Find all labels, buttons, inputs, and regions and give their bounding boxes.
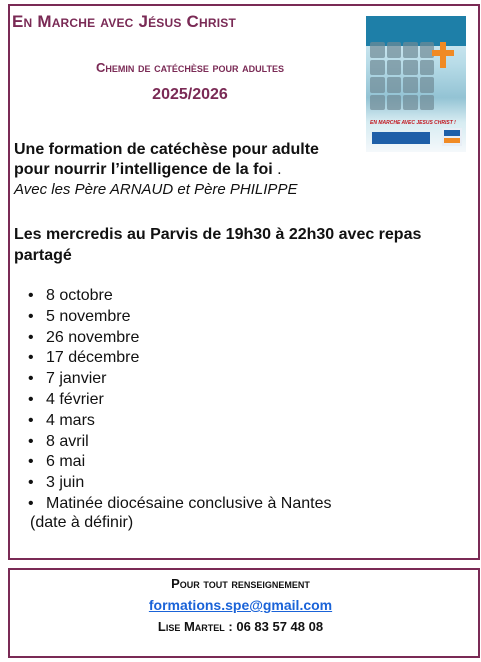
- contact-heading: Pour tout renseignement: [171, 576, 310, 591]
- diocese-logo-icon: [442, 128, 462, 146]
- cover-text-band: [372, 132, 430, 144]
- school-year: 2025/2026: [152, 86, 228, 103]
- intro-line-2: pour nourrir l’intelligence de la foi: [14, 161, 273, 178]
- list-item: • 8 octobre: [28, 286, 332, 307]
- priests-line: Avec les Père ARNAUD et Père PHILIPPE: [14, 181, 298, 198]
- list-item: • Matinée diocésaine conclusive à Nantes: [28, 494, 332, 515]
- page-title: En Marche avec Jésus Christ: [12, 12, 236, 31]
- dates-list: [28, 286, 332, 515]
- contact-email-link[interactable]: formations.spe@gmail.com: [148, 597, 333, 613]
- list-item: • 3 juin: [28, 473, 332, 494]
- book-cover-image: [366, 16, 466, 152]
- list-item: • 6 mai: [28, 452, 332, 473]
- intro-text: [14, 140, 364, 180]
- list-item: • 7 janvier: [28, 369, 332, 390]
- date-note: (date à définir): [30, 514, 134, 531]
- contact-name-phone: Lise Martel : 06 83 57 48 08: [157, 619, 324, 634]
- list-item: • 26 novembre: [28, 328, 332, 349]
- schedule-text: Les mercredis au Parvis de 19h30 à 22h30 avec repas partagé: [14, 226, 422, 264]
- intro-line-1: Une formation de catéchèse pour adulte: [14, 141, 319, 158]
- cover-photo-mosaic: [370, 42, 434, 110]
- intro-line-2-end: .: [272, 161, 282, 178]
- list-item: • 4 mars: [28, 411, 332, 432]
- cover-caption: EN MARCHE AVEC JESUS CHRIST !: [370, 120, 456, 126]
- list-item: • 4 février: [28, 390, 332, 411]
- page-subtitle: Chemin de catéchèse pour adultes: [95, 60, 284, 75]
- list-item: • 17 décembre: [28, 348, 332, 369]
- list-item: • 8 avril: [28, 432, 332, 453]
- list-item: • 5 novembre: [28, 307, 332, 328]
